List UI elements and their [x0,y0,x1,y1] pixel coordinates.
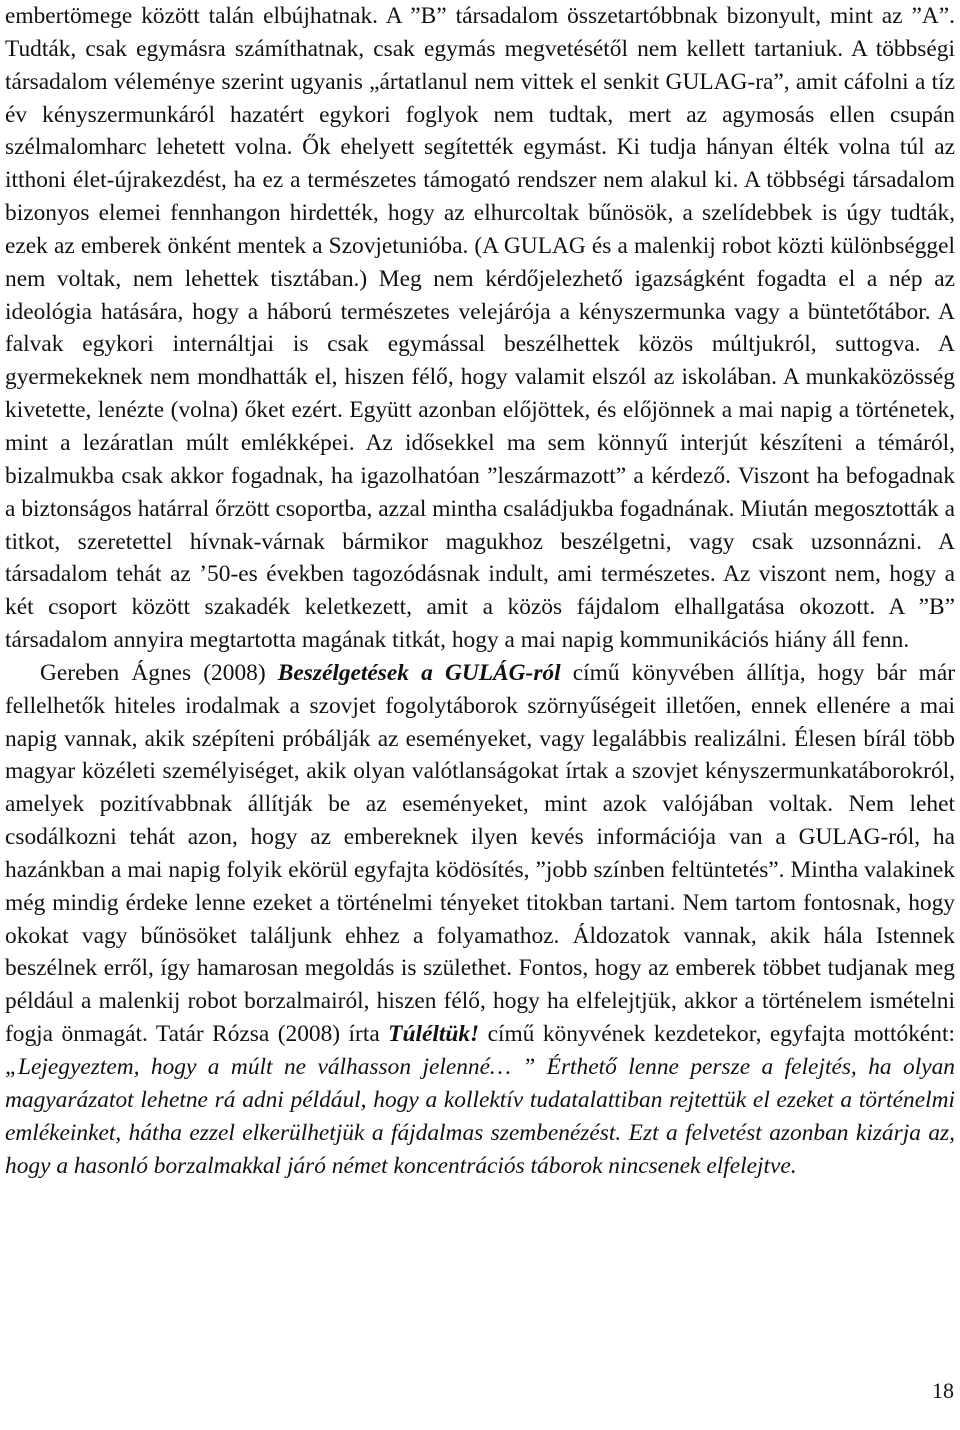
motto-quote: „Lejegyeztem, hogy a múlt ne válhasson jelenné… ” Érthető lenne persze a felejtés, ha olyan magyarázatot lehetne rá adni például, hogy a kollektív tudatalattiban rejtettük el ezeket a történelmi emlékeinket, hátha ezzel elkerülhetjük a fájdalmas szembenézést. Ezt a felvetést azonban kizárja az, hogy a hasonló borzalmakkal járó német koncentrációs táborok nincsenek elfelejtve. [5,1054,955,1179]
paragraph-2-after-title: című könyvének kezdetekor, egyfajta mottóként: [479,1021,955,1048]
paragraph-2-lead: Gereben Ágnes (2008) [40,659,278,686]
body-paragraph-1: embertömege között talán elbújhatnak. A ”B” társadalom összetartóbbnak bizonyult, mint az ”A”. Tudták, csak egymásra számíthatnak, csak egymás megvetésétől nem kellett tartaniuk. A többségi társadalom véleménye szerint ugyanis „ártatlanul nem vittek el senkit GULAG-ra”, amit cáfolni a tíz év kényszermunkáról hazatért egykori foglyok nem tudtak, mert az agymosás ellen csupán szélmalomharc lehetett volna. Ők ehelyett segítették egymást. Ki tudja hányan élték volna túl az itthoni élet-újrakezdést, ha ez a természetes támogató rendszer nem alakul ki. A többségi társadalom bizonyos elemei fennhangon hirdették, hogy az elhurcoltak bűnösök, a szelídebbek is úgy tudták, ezek az emberek önként mentek a Szovjetunióba. (A GULAG és a malenkij robot közti különbséggel nem voltak, nem lehettek tisztában.) Meg nem kérdőjelezhető igazságként fogadta el a nép az ideológia hatására, hogy a háború természetes velejárója a kényszermunka vagy a büntetőtábor. A falvak egykori internáltjai is csak egymással beszélhettek közös múltjukról, suttogva. A gyermekeknek nem mondhatták el, hiszen félő, hogy valamit elszól az iskolában. A munkaközösség kivetette, lenézte (volna) őket ezért. Együtt azonban előjöttek, és előjönnek a mai napig a történetek, mint a lezáratlan múlt emlékképei. Az idősekkel ma sem könnyű interjút készíteni a témáról, bizalmukba csak akkor fogadnak, ha igazolhatóan ”leszármazott” a kérdező. Viszont ha befogadnak a biztonságos határral őrzött csoportba, azzal mintha családjukba fogadnának. Miután megosztották a titkot, szeretettel hívnak-várnak bármikor magukhoz beszélgetni, vagy csak uzsonnázni. A társadalom tehát az ’50-es években tagozódásnak indult, ami természetes. Az viszont nem, hogy a két csoport között szakadék keletkezett, amit a közös fájdalom elhallgatása okozott. A ”B” társadalom annyira megtartotta magának titkát, hogy a mai napig kommunikációs hiány áll fenn. [5,3,955,654]
document-page [5,0,955,1182]
page-number: 18 [932,1378,954,1403]
book-title-tuleltuk: Túléltük! [388,1021,480,1048]
book-title-beszelgetesek: Beszélgetések a GULÁG-ról [277,659,561,686]
body-paragraph-2 [5,657,955,1183]
paragraph-2-middle: című könyvében állítja, hogy bár már fellelhetők hiteles irodalmak a szovjet fogolytáborok szörnyűségeit illetően, ennek ellenére a mai napig vannak, akik szépíteni próbálják az eseményeket, vagy legalábbis realizálni. Élesen bírál több magyar közéleti személyiséget, akik olyan valótlanságokat írtak a szovjet kényszermunkatáborokról, amelyek pozitívabbnak állítják be az eseményeket, mint azok valójában voltak. Nem lehet csodálkozni tehát azon, hogy az embereknek ilyen kevés információja van a GULAG-ról, ha hazánkban a mai napig folyik ekörül egyfajta ködösítés, ”jobb színben feltüntetés”. Mintha valakinek még mindig érdeke lenne ezeket a történelmi tényeket titokban tartani. Nem tartom fontosnak, hogy okokat vagy bűnösöket találjunk ehhez a folyamathoz. Áldozatok vannak, akik hála Istennek beszélnek erről, így hamarosan megoldás is születhet. Fontos, hogy az emberek többet tudjanak meg például a malenkij robot borzalmairól, hiszen félő, hogy ha elfelejtjük, akkor a történelem ismételni fogja önmagát. Tatár Rózsa (2008) írta [5,659,956,1048]
